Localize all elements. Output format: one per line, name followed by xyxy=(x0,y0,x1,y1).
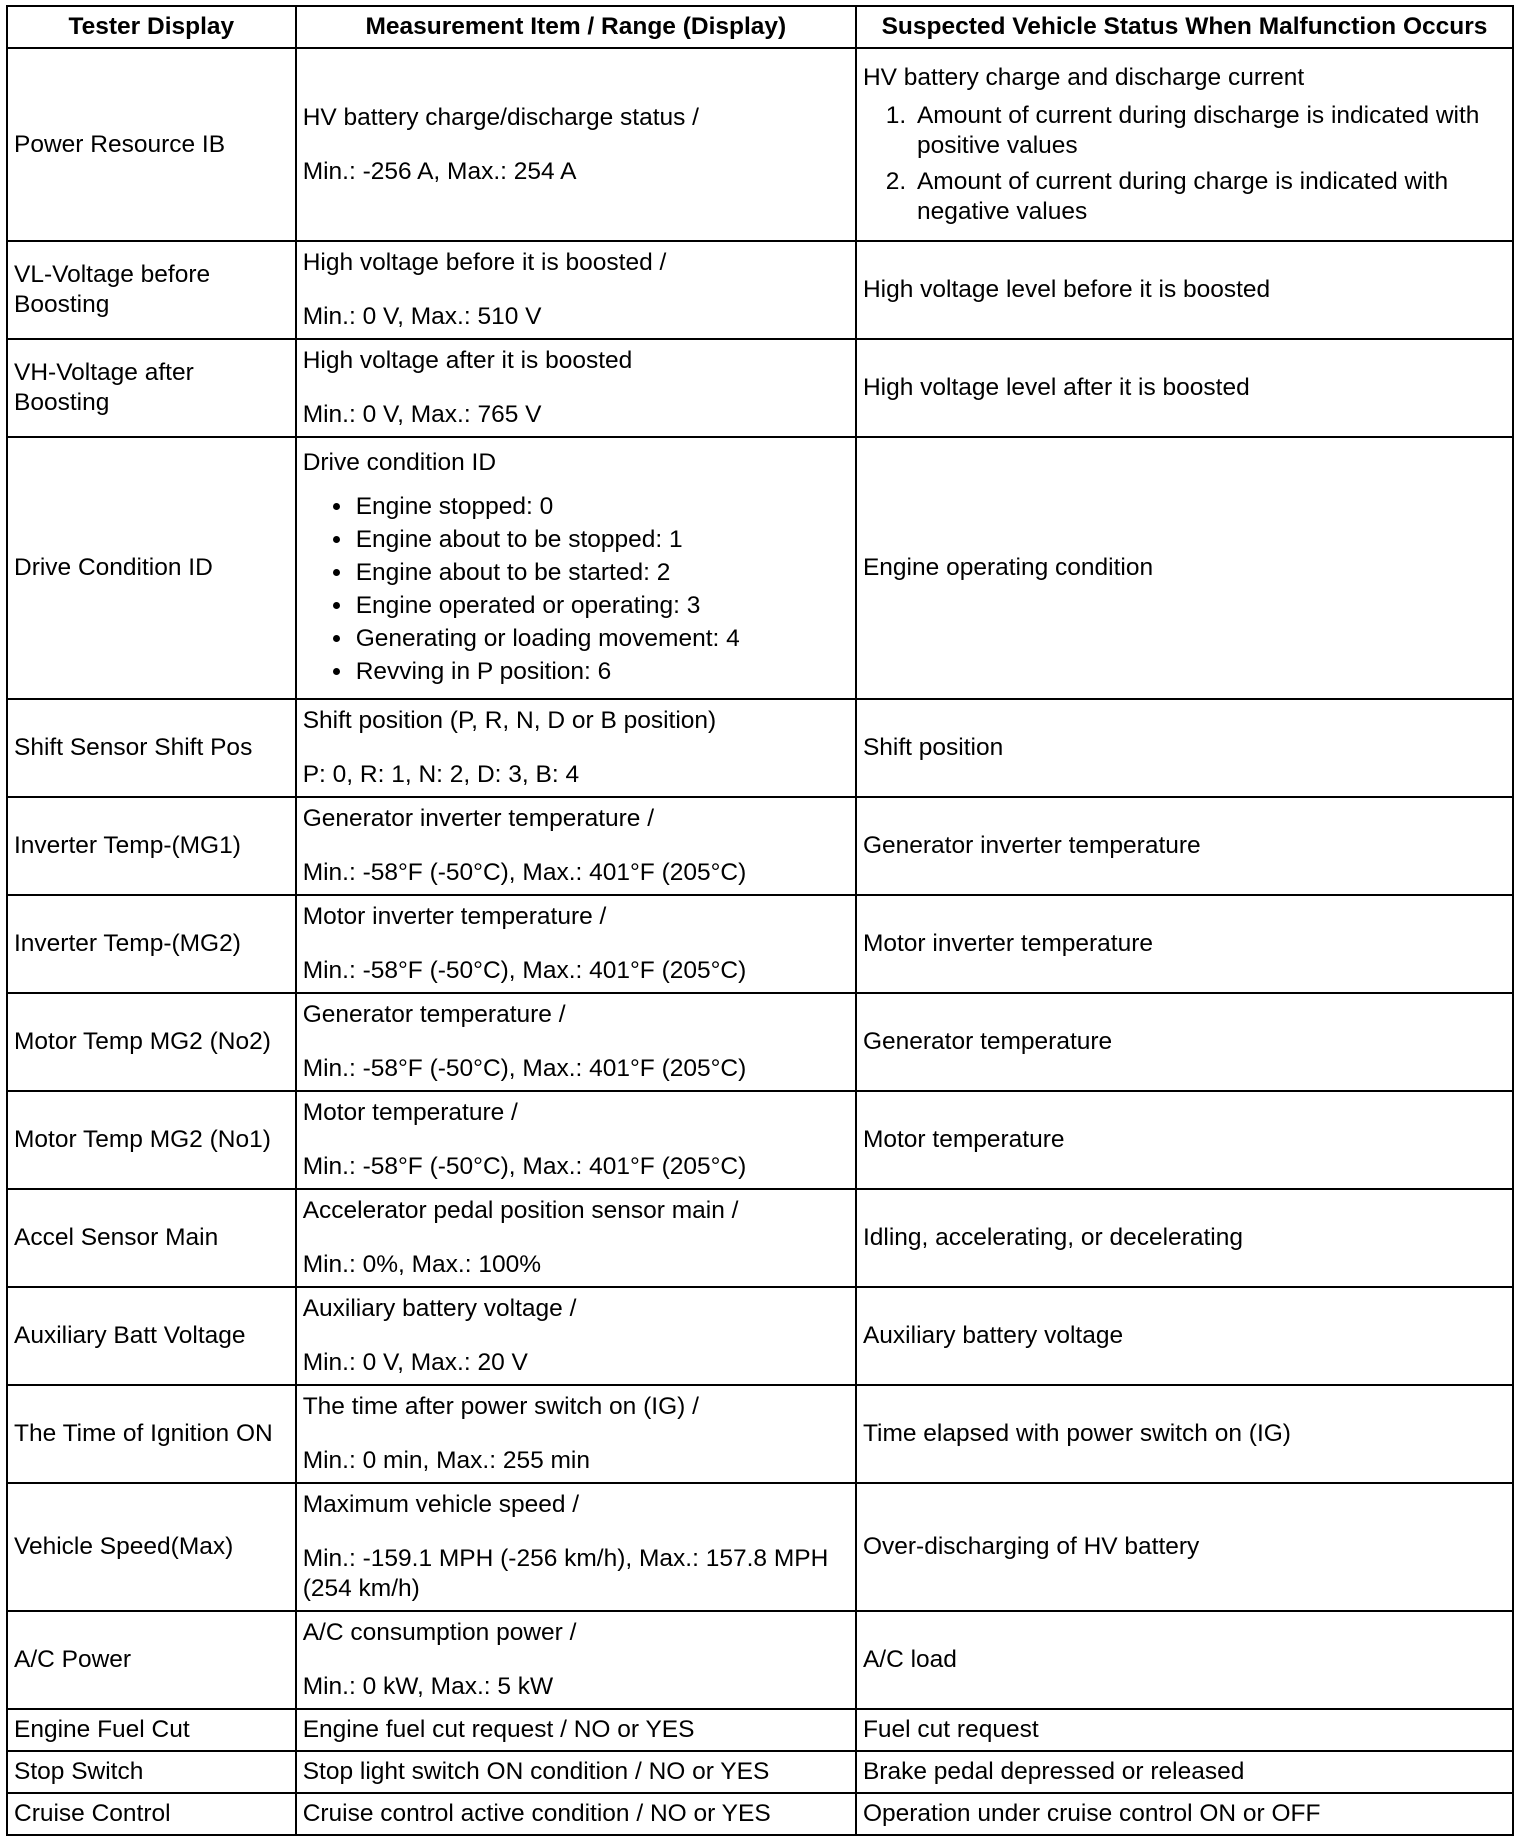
measurement-item: High voltage before it is boosted / xyxy=(302,249,667,276)
measurement-item: The time after power switch on (IG) / xyxy=(302,1393,699,1420)
measurement-cell xyxy=(296,241,856,339)
list-item: 1. Amount of current during discharge is indicated with positive values xyxy=(913,101,1506,161)
measurement-item: Shift position (P, R, N, D or B position) xyxy=(302,707,717,734)
measurement-range: Min.: 0 min, Max.: 255 min xyxy=(302,1447,590,1474)
status-text: HV battery charge and discharge current xyxy=(862,63,1305,91)
measurement-cell xyxy=(296,48,856,241)
tester-display-cell: The Time of Ignition ON xyxy=(7,1385,296,1483)
status-cell: High voltage level before it is boosted xyxy=(856,241,1513,339)
tester-display-cell: Drive Condition ID xyxy=(7,437,296,699)
measurement-range: Min.: -256 A, Max.: 254 A xyxy=(302,157,577,185)
measurement-item: Motor temperature / xyxy=(302,1099,518,1126)
status-cell: Idling, accelerating, or decelerating xyxy=(856,1189,1513,1287)
tester-display-cell: Auxiliary Batt Voltage xyxy=(7,1287,296,1385)
tester-display-cell: Power Resource IB xyxy=(7,48,296,241)
header-measurement-item: Measurement Item / Range (Display) xyxy=(296,6,856,48)
table-row xyxy=(7,895,1513,993)
status-cell: Brake pedal depressed or released xyxy=(856,1751,1513,1793)
measurement-cell: Stop light switch ON condition / NO or YES xyxy=(296,1751,856,1793)
tester-display-cell: Cruise Control xyxy=(7,1793,296,1835)
status-cell: Generator temperature xyxy=(856,993,1513,1091)
status-cell: Engine operating condition xyxy=(856,437,1513,699)
status-cell: Motor temperature xyxy=(856,1091,1513,1189)
measurement-range: Min.: 0 V, Max.: 510 V xyxy=(302,303,542,330)
measurement-range: Min.: -58°F (-50°C), Max.: 401°F (205°C) xyxy=(302,1153,747,1180)
table-row xyxy=(7,1751,1513,1793)
list-item: • Revving in P position: 6 xyxy=(354,655,849,688)
tester-display-cell: Vehicle Speed(Max) xyxy=(7,1483,296,1611)
measurement-cell xyxy=(296,1385,856,1483)
measurement-item: Generator temperature / xyxy=(302,1001,566,1028)
tester-display-cell: Motor Temp MG2 (No2) xyxy=(7,993,296,1091)
measurement-item: A/C consumption power / xyxy=(302,1619,577,1646)
table-row xyxy=(7,1287,1513,1385)
measurement-item: Motor inverter temperature / xyxy=(302,903,607,930)
status-cell: A/C load xyxy=(856,1611,1513,1709)
measurement-range: Min.: 0%, Max.: 100% xyxy=(302,1251,541,1278)
measurement-cell xyxy=(296,1287,856,1385)
status-cell: High voltage level after it is boosted xyxy=(856,339,1513,437)
tester-display-cell: A/C Power xyxy=(7,1611,296,1709)
table-row xyxy=(7,797,1513,895)
measurement-range: Min.: -58°F (-50°C), Max.: 401°F (205°C) xyxy=(302,957,747,984)
measurement-item: Generator inverter temperature / xyxy=(302,805,655,832)
table-row xyxy=(7,1189,1513,1287)
measurement-cell xyxy=(296,1189,856,1287)
measurement-item: Drive condition ID xyxy=(302,449,497,476)
status-cell: Auxiliary battery voltage xyxy=(856,1287,1513,1385)
measurement-item: Auxiliary battery voltage / xyxy=(302,1295,577,1322)
list-item: • Generating or loading movement: 4 xyxy=(354,622,849,655)
measurement-cell: Cruise control active condition / NO or YES xyxy=(296,1793,856,1835)
status-cell: Operation under cruise control ON or OFF xyxy=(856,1793,1513,1835)
status-cell: Over-discharging of HV battery xyxy=(856,1483,1513,1611)
table-row xyxy=(7,48,1513,241)
table-row xyxy=(7,1611,1513,1709)
measurement-range: P: 0, R: 1, N: 2, D: 3, B: 4 xyxy=(302,761,580,788)
tester-display-cell: Motor Temp MG2 (No1) xyxy=(7,1091,296,1189)
measurement-item: Maximum vehicle speed / xyxy=(302,1491,580,1518)
table-row xyxy=(7,1385,1513,1483)
status-cell: Generator inverter temperature xyxy=(856,797,1513,895)
measurement-range: Min.: -159.1 MPH (-256 km/h), Max.: 157.8 MPH (254 km/h) xyxy=(302,1545,829,1602)
measurement-cell xyxy=(296,699,856,797)
tester-display-cell: VL-Voltage before Boosting xyxy=(7,241,296,339)
measurement-range: Min.: 0 V, Max.: 20 V xyxy=(302,1349,528,1376)
status-cell: Motor inverter temperature xyxy=(856,895,1513,993)
measurement-range: Min.: 0 kW, Max.: 5 kW xyxy=(302,1673,554,1700)
measurement-cell xyxy=(296,895,856,993)
measurement-item: Accelerator pedal position sensor main / xyxy=(302,1197,739,1224)
table-row xyxy=(7,241,1513,339)
data-list-table xyxy=(6,5,1514,1836)
status-cell xyxy=(856,48,1513,241)
measurement-item: High voltage after it is boosted xyxy=(302,347,633,374)
table-row xyxy=(7,993,1513,1091)
tester-display-cell: VH-Voltage after Boosting xyxy=(7,339,296,437)
measurement-cell xyxy=(296,797,856,895)
tester-display-cell: Shift Sensor Shift Pos xyxy=(7,699,296,797)
measurement-cell xyxy=(296,437,856,699)
table-row xyxy=(7,1483,1513,1611)
tester-display-cell: Accel Sensor Main xyxy=(7,1189,296,1287)
measurement-item: HV battery charge/discharge status / xyxy=(302,103,699,131)
list-item: • Engine about to be started: 2 xyxy=(354,556,849,589)
header-tester-display: Tester Display xyxy=(7,6,296,48)
measurement-cell xyxy=(296,1091,856,1189)
measurement-range: Min.: -58°F (-50°C), Max.: 401°F (205°C) xyxy=(302,859,747,886)
table-row xyxy=(7,1709,1513,1751)
table-row xyxy=(7,1793,1513,1835)
list-item: • Engine stopped: 0 xyxy=(354,490,849,523)
status-cell: Shift position xyxy=(856,699,1513,797)
table-row xyxy=(7,1091,1513,1189)
measurement-cell xyxy=(296,1611,856,1709)
table-row xyxy=(7,437,1513,699)
measurement-range: Min.: 0 V, Max.: 765 V xyxy=(302,401,542,428)
tester-display-cell: Engine Fuel Cut xyxy=(7,1709,296,1751)
table-row xyxy=(7,339,1513,437)
header-row xyxy=(7,6,1513,48)
measurement-range: Min.: -58°F (-50°C), Max.: 401°F (205°C) xyxy=(302,1055,747,1082)
list-item: • Engine operated or operating: 3 xyxy=(354,589,849,622)
table-row xyxy=(7,699,1513,797)
measurement-cell xyxy=(296,1483,856,1611)
status-numbered-list xyxy=(863,101,1506,227)
list-item: • Engine about to be stopped: 1 xyxy=(354,523,849,556)
header-suspected-status: Suspected Vehicle Status When Malfunction Occurs xyxy=(856,6,1513,48)
list-item: 2. Amount of current during charge is indicated with negative values xyxy=(913,167,1506,227)
measurement-cell xyxy=(296,339,856,437)
drive-condition-bullet-list xyxy=(303,490,849,688)
tester-display-cell: Stop Switch xyxy=(7,1751,296,1793)
status-cell: Time elapsed with power switch on (IG) xyxy=(856,1385,1513,1483)
measurement-cell xyxy=(296,993,856,1091)
tester-display-cell: Inverter Temp-(MG2) xyxy=(7,895,296,993)
tester-display-cell: Inverter Temp-(MG1) xyxy=(7,797,296,895)
status-cell: Fuel cut request xyxy=(856,1709,1513,1751)
measurement-cell: Engine fuel cut request / NO or YES xyxy=(296,1709,856,1751)
